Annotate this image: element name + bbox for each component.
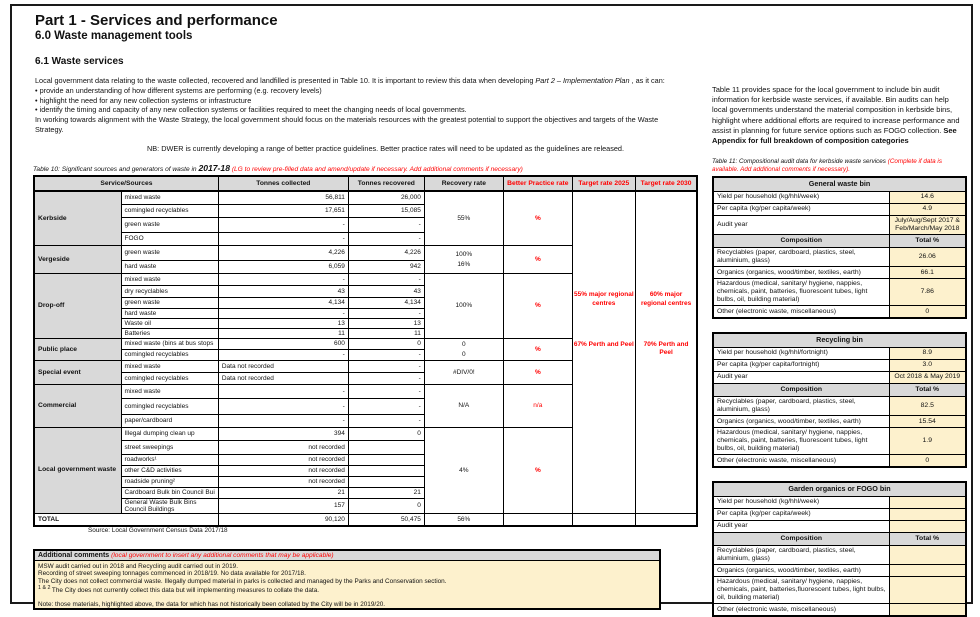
material-cell: mixed waste [121, 360, 218, 372]
recovered-cell: - [348, 414, 424, 427]
bin-table-title-row [713, 482, 966, 497]
recovered-cell [348, 476, 424, 487]
group-kerbside: Kerbside [34, 191, 121, 245]
recovered-cell: 0 [348, 338, 424, 349]
recovered-cell [348, 465, 424, 476]
total-label-cell: TOTAL [34, 513, 218, 526]
collected-cell: 21 [218, 487, 348, 498]
recovery-cell [424, 338, 503, 360]
recovered-cell: - [348, 232, 424, 245]
bullet-item: • highlight the need for any new collection systems or infrastructure [35, 95, 252, 105]
collected-cell: - [218, 232, 348, 245]
recovery-cell: #DIV/0! [424, 360, 503, 384]
composition-label: Composition [713, 533, 889, 546]
table-row [713, 204, 966, 216]
table-row [713, 428, 966, 455]
recovered-cell: 0 [348, 427, 424, 440]
target-2030-regional: 60% major regional centres [640, 291, 692, 307]
table-row [713, 546, 966, 565]
additional-comments-header [33, 549, 661, 561]
composition-row-value: 7.86 [889, 279, 966, 306]
target-2025-regional: 55% major regional centres [574, 291, 634, 307]
better-practice-cell: % [503, 360, 572, 384]
collected-cell: 43 [218, 285, 348, 297]
composition-row-label: Hazardous (medical, sanitary/ hygiene, nappies, chemicals, paint, batteries,fluorescent tubes, light bulbs, oil, building material) [713, 577, 889, 604]
comment-footnote-text: The City does not currently collect this data but will implementing measures to collate the data. [51, 587, 320, 595]
material-cell: other C&D activities [121, 465, 218, 476]
recovered-cell [348, 440, 424, 454]
audit-year-label: Audit year [713, 216, 889, 235]
composition-label: Composition [713, 384, 889, 397]
better-practice-cell: n/a [503, 384, 572, 427]
material-cell: green waste [121, 245, 218, 260]
recovered-cell: 21 [348, 487, 424, 498]
empty-cell [503, 513, 572, 526]
collected-cell: - [218, 398, 348, 414]
material-cell: paper/cardboard [121, 414, 218, 427]
table-row [713, 416, 966, 428]
intro-paragraph-2: In working towards alignment with the Waste Strategy, the local government should focus on the materials resources with the greatest potential to support the objectives and targets of the Waste Strategy. [35, 115, 659, 134]
recovery-cell: N/A [424, 384, 503, 427]
composition-row-value [889, 565, 966, 577]
material-cell: mixed waste (bins at bus stops [121, 338, 218, 349]
material-cell: comingled recyclables [121, 398, 218, 414]
recovered-cell [348, 454, 424, 465]
collected-cell: 13 [218, 318, 348, 328]
material-cell: mixed waste [121, 273, 218, 285]
page-title: Part 1 - Services and performance [35, 12, 278, 29]
recovery-green-waste: 100% [455, 250, 473, 258]
collected-cell: not recorded [218, 454, 348, 465]
table10-caption-year: 2017-18 [198, 163, 230, 173]
collected-cell: 157 [218, 498, 348, 513]
group-vergeside: Vergeside [34, 245, 121, 273]
collected-cell: Data not recorded [218, 360, 348, 372]
group-public-place: Public place [34, 338, 121, 360]
header-recovery-rate: Recovery rate [424, 176, 503, 191]
header-target-rate-2025: Target rate 2025 [572, 176, 635, 191]
better-practice-cell: % [503, 338, 572, 360]
composition-row-label: Recyclables (paper, cardboard, plastics, steel, aluminium, glass) [713, 397, 889, 416]
additional-comments-body [33, 561, 661, 610]
collected-cell: - [218, 308, 348, 318]
table-row [713, 497, 966, 509]
yield-value [889, 497, 966, 509]
audit-year-value: July/Aug/Sept 2017 & Feb/March/May 2018 [889, 216, 966, 235]
recycling-bin-table [712, 332, 967, 468]
total-recovery-cell: 56% [424, 513, 503, 526]
additional-comments-box [33, 549, 661, 610]
general-waste-bin-table [712, 176, 967, 319]
table-row [713, 348, 966, 360]
recovery-cell: 4% [424, 427, 503, 513]
capita-value [889, 509, 966, 521]
yield-label: Yield per household (kg/hhl/fortnight) [713, 348, 889, 360]
recovery-comingled: 0 [462, 350, 466, 358]
table-row [713, 216, 966, 235]
recovered-cell: 4,226 [348, 245, 424, 260]
bin-table-title: Recycling bin [713, 333, 966, 348]
garden-organics-fogo-bin-table [712, 481, 967, 617]
material-cell: comingled recyclables [121, 349, 218, 360]
header-tonnes-recovered: Tonnes recovered [348, 176, 424, 191]
composition-label: Composition [713, 235, 889, 248]
yield-value: 14.6 [889, 192, 966, 204]
audit-year-label: Audit year [713, 372, 889, 384]
material-cell: dry recyclables [121, 285, 218, 297]
collected-cell: 600 [218, 338, 348, 349]
table-row [713, 521, 966, 533]
collected-cell: 4,226 [218, 245, 348, 260]
material-cell: Cardboard Bulk bin Council Bui [121, 487, 218, 498]
capita-label: Per capita (kg/per capita/fortnight) [713, 360, 889, 372]
collected-cell: not recorded [218, 440, 348, 454]
composition-row-value: 66.1 [889, 267, 966, 279]
composition-row-value [889, 546, 966, 565]
recovered-cell: 43 [348, 285, 424, 297]
recovered-cell: 942 [348, 260, 424, 273]
recovery-mixed: 0 [462, 340, 466, 348]
capita-value: 3.0 [889, 360, 966, 372]
recovered-cell: 11 [348, 328, 424, 338]
composition-row-label: Organics (organics, wood/timber, textiles, earth) [713, 267, 889, 279]
material-cell: hard waste [121, 260, 218, 273]
better-practice-cell: % [503, 427, 572, 513]
total-percent-label: Total % [889, 384, 966, 397]
header-target-rate-2030: Target rate 2030 [635, 176, 697, 191]
empty-cell [635, 513, 697, 526]
table-row [713, 279, 966, 306]
recovered-cell: - [348, 398, 424, 414]
composition-row-label: Organics (organics, wood/timber, textiles, earth) [713, 416, 889, 428]
table-row [34, 191, 697, 204]
audit-year-label: Audit year [713, 521, 889, 533]
table-row [713, 192, 966, 204]
intro-text-end: , as it can: [629, 76, 665, 85]
recovery-cell [424, 245, 503, 273]
composition-header-row [713, 533, 966, 546]
material-cell: hard waste [121, 308, 218, 318]
material-cell: Illegal dumping clean up [121, 427, 218, 440]
material-cell: green waste [121, 297, 218, 308]
recovery-cell: 55% [424, 191, 503, 245]
additional-comments-title: Additional comments [38, 552, 112, 559]
waste-services-table [33, 175, 698, 527]
table10-caption [33, 163, 683, 173]
better-practice-cell: % [503, 245, 572, 273]
recovered-cell: - [348, 349, 424, 360]
collected-cell: 56,811 [218, 191, 348, 204]
target-2025-perth: 67% Perth and Peel [573, 341, 634, 349]
recovered-cell: 0 [348, 498, 424, 513]
group-dropoff: Drop-off [34, 273, 121, 338]
table11-intro-text: Table 11 provides space for the local government to include bin audit information for kerbside waste services, if available. Bin audits can help local governments understand the material composition in kerbside bins, highlight where additional efforts are required to increase performance and assist in planning for future service options such as FOGO collection. [712, 85, 960, 135]
table10-source-note: Source: Local Government Census Data 2017/18 [88, 527, 228, 534]
composition-header-row [713, 384, 966, 397]
header-better-practice-rate: Better Practice rate [503, 176, 572, 191]
collected-cell: - [218, 384, 348, 398]
material-cell: Waste oil [121, 318, 218, 328]
comment-line: MSW audit carried out in 2018 and Recycling audit carried out in 2019. [38, 563, 238, 570]
recovered-cell: - [348, 308, 424, 318]
table10-caption-text: Table 10: Significant sources and generators of waste in [33, 166, 199, 173]
yield-label: Yield per household (kg/hhl/week) [713, 192, 889, 204]
total-collected-cell: 90,120 [218, 513, 348, 526]
target-2030-cell [635, 191, 697, 513]
total-recovered-cell: 50,475 [348, 513, 424, 526]
collected-cell: 17,651 [218, 204, 348, 217]
material-cell: mixed waste [121, 191, 218, 204]
better-practice-cell: % [503, 191, 572, 245]
bin-table-title: Garden organics or FOGO bin [713, 482, 966, 497]
bullet-item: • provide an understanding of how different systems are performing (e.g. recovery levels) [35, 85, 322, 95]
material-cell: mixed waste [121, 384, 218, 398]
table-row [713, 509, 966, 521]
group-local-government-waste: Local government waste [34, 427, 121, 513]
composition-row-label: Other (electronic waste, miscellaneous) [713, 455, 889, 468]
recovered-cell: - [348, 384, 424, 398]
capita-label: Per capita (kg/per capita/week) [713, 204, 889, 216]
intro-text: Local government data relating to the waste collected, recovered and landfilled is presented in Table 10. It is important to review this data when developing [35, 76, 536, 85]
yield-value: 8.9 [889, 348, 966, 360]
material-cell: General Waste Bulk Bins Council Buildings [121, 498, 218, 513]
composition-row-label: Other (electronic waste, miscellaneous) [713, 306, 889, 319]
composition-row-value: 0 [889, 306, 966, 319]
recovered-cell: 15,085 [348, 204, 424, 217]
composition-row-value: 1.9 [889, 428, 966, 455]
table-header-row [34, 176, 697, 191]
bin-table-title-row [713, 177, 966, 192]
table-row [713, 248, 966, 267]
section-heading: 6.0 Waste management tools [35, 30, 193, 42]
capita-value: 4.9 [889, 204, 966, 216]
material-cell: comingled recyclables [121, 372, 218, 384]
table11-caption [712, 158, 966, 173]
composition-row-label: Organics (organics, wood/timber, textiles, earth) [713, 565, 889, 577]
header-service-sources: Service/Sources [34, 176, 218, 191]
composition-row-value: 0 [889, 455, 966, 468]
total-row [34, 513, 697, 526]
recovered-cell: - [348, 273, 424, 285]
recovery-hard-waste: 16% [457, 260, 471, 268]
collected-cell: 4,134 [218, 297, 348, 308]
composition-row-value: 82.5 [889, 397, 966, 416]
comment-line: The City does not collect commercial waste. Illegally dumped material in parks is collected and managed by the Parks and Conservation section. [38, 577, 447, 585]
table11-intro-bold: See Appendix for full breakdown of composition categories [712, 125, 957, 145]
composition-row-label: Recyclables (paper, cardboard, plastics, steel, aluminium, glass) [713, 546, 889, 565]
header-tonnes-collected: Tonnes collected [218, 176, 348, 191]
composition-row-value [889, 577, 966, 604]
composition-row-value: 15.54 [889, 416, 966, 428]
collected-cell: not recorded [218, 465, 348, 476]
material-cell: street sweepings [121, 440, 218, 454]
audit-year-value: Oct 2018 & May 2019 [889, 372, 966, 384]
collected-cell: 394 [218, 427, 348, 440]
collected-cell: 6,059 [218, 260, 348, 273]
nb-note: NB: DWER is currently developing a range of better practice guidelines. Better practice rates will need to be updated as the guidelines are released. [147, 143, 624, 153]
material-cell: comingled recyclables [121, 204, 218, 217]
material-cell: Batteries [121, 328, 218, 338]
composition-header-row [713, 235, 966, 248]
comment-line: Recording of street sweeping tonnages commenced in 2018/19. No data available for 2017/18. [38, 570, 306, 578]
table-row [713, 455, 966, 468]
comment-line [38, 585, 656, 594]
table11-intro [712, 85, 966, 146]
material-cell: roadside pruning² [121, 476, 218, 487]
better-practice-cell: % [503, 273, 572, 338]
comment-footnote-marker: 1 & 2 [38, 584, 52, 591]
recovered-cell: - [348, 360, 424, 372]
empty-cell [572, 513, 635, 526]
total-percent-label: Total % [889, 533, 966, 546]
intro-italic: Part 2 – Implementation Plan [535, 76, 630, 85]
composition-row-label: Hazardous (medical, sanitary/ hygiene, nappies, chemicals, paint, batteries, fluorescent tubes, light bulbs, oil, building material) [713, 428, 889, 455]
group-special-event: Special event [34, 360, 121, 384]
composition-row-label: Hazardous (medical, sanitary/ hygiene, nappies, chemicals, paint, batteries, fluorescent tubes, light bulbs, oil, building material) [713, 279, 889, 306]
intro-paragraph [35, 76, 685, 135]
composition-row-label: Recyclables (paper, cardboard, plastics, steel, aluminium, glass) [713, 248, 889, 267]
capita-label: Per capita (kg/per capita/week) [713, 509, 889, 521]
table-row [713, 577, 966, 604]
target-2030-perth: 70% Perth and Peel [643, 341, 689, 357]
table-row [713, 397, 966, 416]
collected-cell: - [218, 273, 348, 285]
composition-row-label: Other (electronic waste, miscellaneous) [713, 604, 889, 617]
table-row [713, 372, 966, 384]
table-row [713, 306, 966, 319]
collected-cell: 11 [218, 328, 348, 338]
recovery-cell: 100% [424, 273, 503, 338]
left-column [35, 12, 685, 153]
bin-table-title-row [713, 333, 966, 348]
collected-cell: - [218, 349, 348, 360]
table11-caption-note: (Complete if data is available. Add additional comments if necessary). [712, 158, 942, 173]
table10-caption-note: (LG to review pre-filled data and amend/update if necessary. Add additional comments if necessary) [229, 166, 523, 173]
group-commercial: Commercial [34, 384, 121, 427]
composition-row-value: 26.06 [889, 248, 966, 267]
recovered-cell: - [348, 372, 424, 384]
total-percent-label: Total % [889, 235, 966, 248]
table-row [713, 267, 966, 279]
material-cell: FOGO [121, 232, 218, 245]
recovered-cell: 26,000 [348, 191, 424, 204]
audit-year-value [889, 521, 966, 533]
bullet-item: • identify the timing and capacity of any new collection systems or facilities required to meet the changing needs of local governments. [35, 105, 467, 115]
collected-cell: - [218, 414, 348, 427]
table11-caption-text: Table 11: Compositional audit data for kerbside waste services [712, 158, 888, 165]
collected-cell: - [218, 217, 348, 232]
recovered-cell: 13 [348, 318, 424, 328]
collected-cell: not recorded [218, 476, 348, 487]
table-row [713, 360, 966, 372]
subsection-heading: 6.1 Waste services [35, 56, 124, 67]
additional-comments-instruction: (local government to insert any additional comments that may be applicable) [111, 552, 334, 559]
recovered-cell: - [348, 217, 424, 232]
material-cell: green waste [121, 217, 218, 232]
target-2025-cell [572, 191, 635, 513]
collected-cell: Data not recorded [218, 372, 348, 384]
material-cell: roadworks¹ [121, 454, 218, 465]
bin-table-title: General waste bin [713, 177, 966, 192]
recovered-cell: 4,134 [348, 297, 424, 308]
yield-label: Yield per household (kg/hhl/week) [713, 497, 889, 509]
comment-note: Note: those materials, highlighted above, the data for which has not historically been collated by the City will be in 2019/20. [38, 601, 386, 609]
table-row [713, 565, 966, 577]
